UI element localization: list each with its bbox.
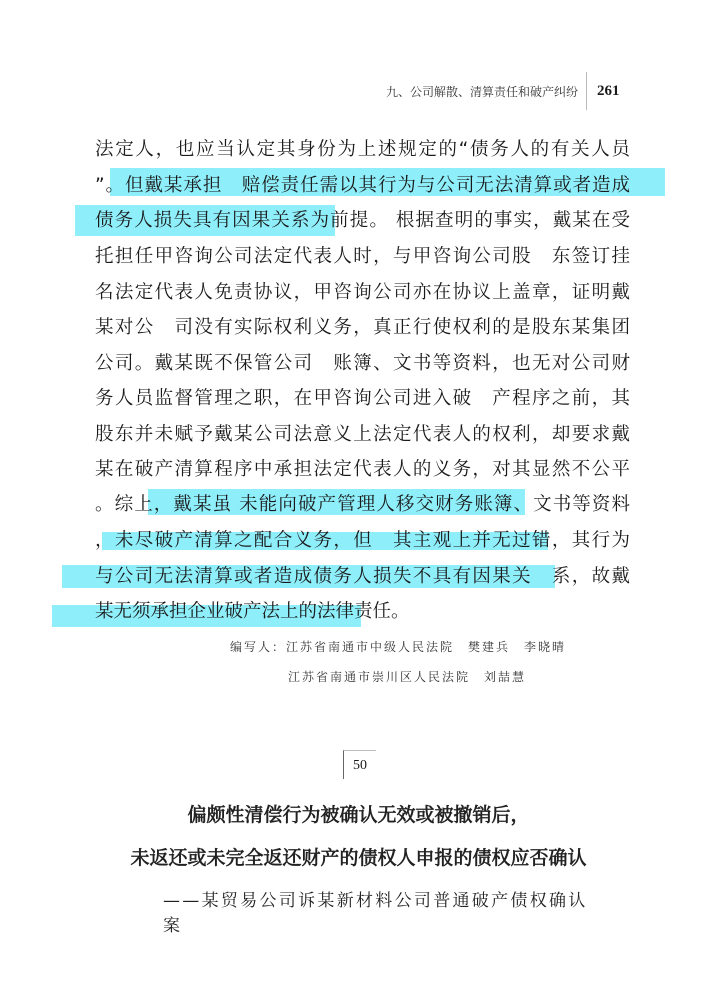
body-line: 法定人，也应当认定其身份为上述规定的“债务人的有关人员 [95,139,630,160]
body-line: 某在破产清算程序中承担法定代表人的义务，对其显然不公平 [95,459,630,480]
body-line: 与公司无法清算或者造成债务人损失不具有因果关 系，故戴 [95,566,630,587]
body-line: 公司。戴某既不保管公司 账簿、文书等资料，也无对公司财 [95,353,630,374]
case-number: 50 [343,750,376,779]
body-line: 托担任甲咨询公司法定代表人时，与甲咨询公司股 东签订挂 [95,246,630,267]
body-line: 某无须承担企业破产法上的法律责任。 [95,601,410,622]
page-number: 261 [597,83,620,99]
body-line: 股东并未赋予戴某公司法意义上法定代表人的权利，却要求戴 [95,424,630,445]
body-line: 债务人损失具有因果关系为前提。 根据查明的事实，戴某在受 [95,210,630,231]
header-divider [586,72,587,110]
chapter-title: 九、公司解散、清算责任和破产纠纷 [385,85,578,99]
author-line: 江苏省南通市崇川区人民法院 刘喆慧 [288,670,527,684]
body-line: ，未尽破产清算之配合义务，但 其主观上并无过错，其行为 [95,530,630,551]
author-line: 编写人：江苏省南通市中级人民法院 樊建兵 李晓晴 [230,640,567,654]
case-subtitle: 案 [163,916,183,936]
case-title: 未返还或未完全返还财产的债权人申报的债权应否确认 [130,847,587,869]
case-subtitle: ——某贸易公司诉某新材料公司普通破产债权确认 [163,891,588,911]
body-line: 。综上，戴某虽 未能向破产管理人移交财务账簿、文书等资料 [95,494,630,515]
body-line: 名法定代表人免责协议，甲咨询公司亦在协议上盖章，证明戴 [95,282,630,303]
body-line: ”。但戴某承担 赔偿责任需以其行为与公司无法清算或者造成 [95,175,630,196]
body-line: 务人员监督管理之职，在甲咨询公司进入破 产程序之前，其 [95,388,630,409]
case-title: 偏颇性清偿行为被确认无效或被撤销后， [187,804,530,826]
body-line: 某对公 司没有实际权利义务，真正行使权利的是股东某集团 [95,317,630,338]
